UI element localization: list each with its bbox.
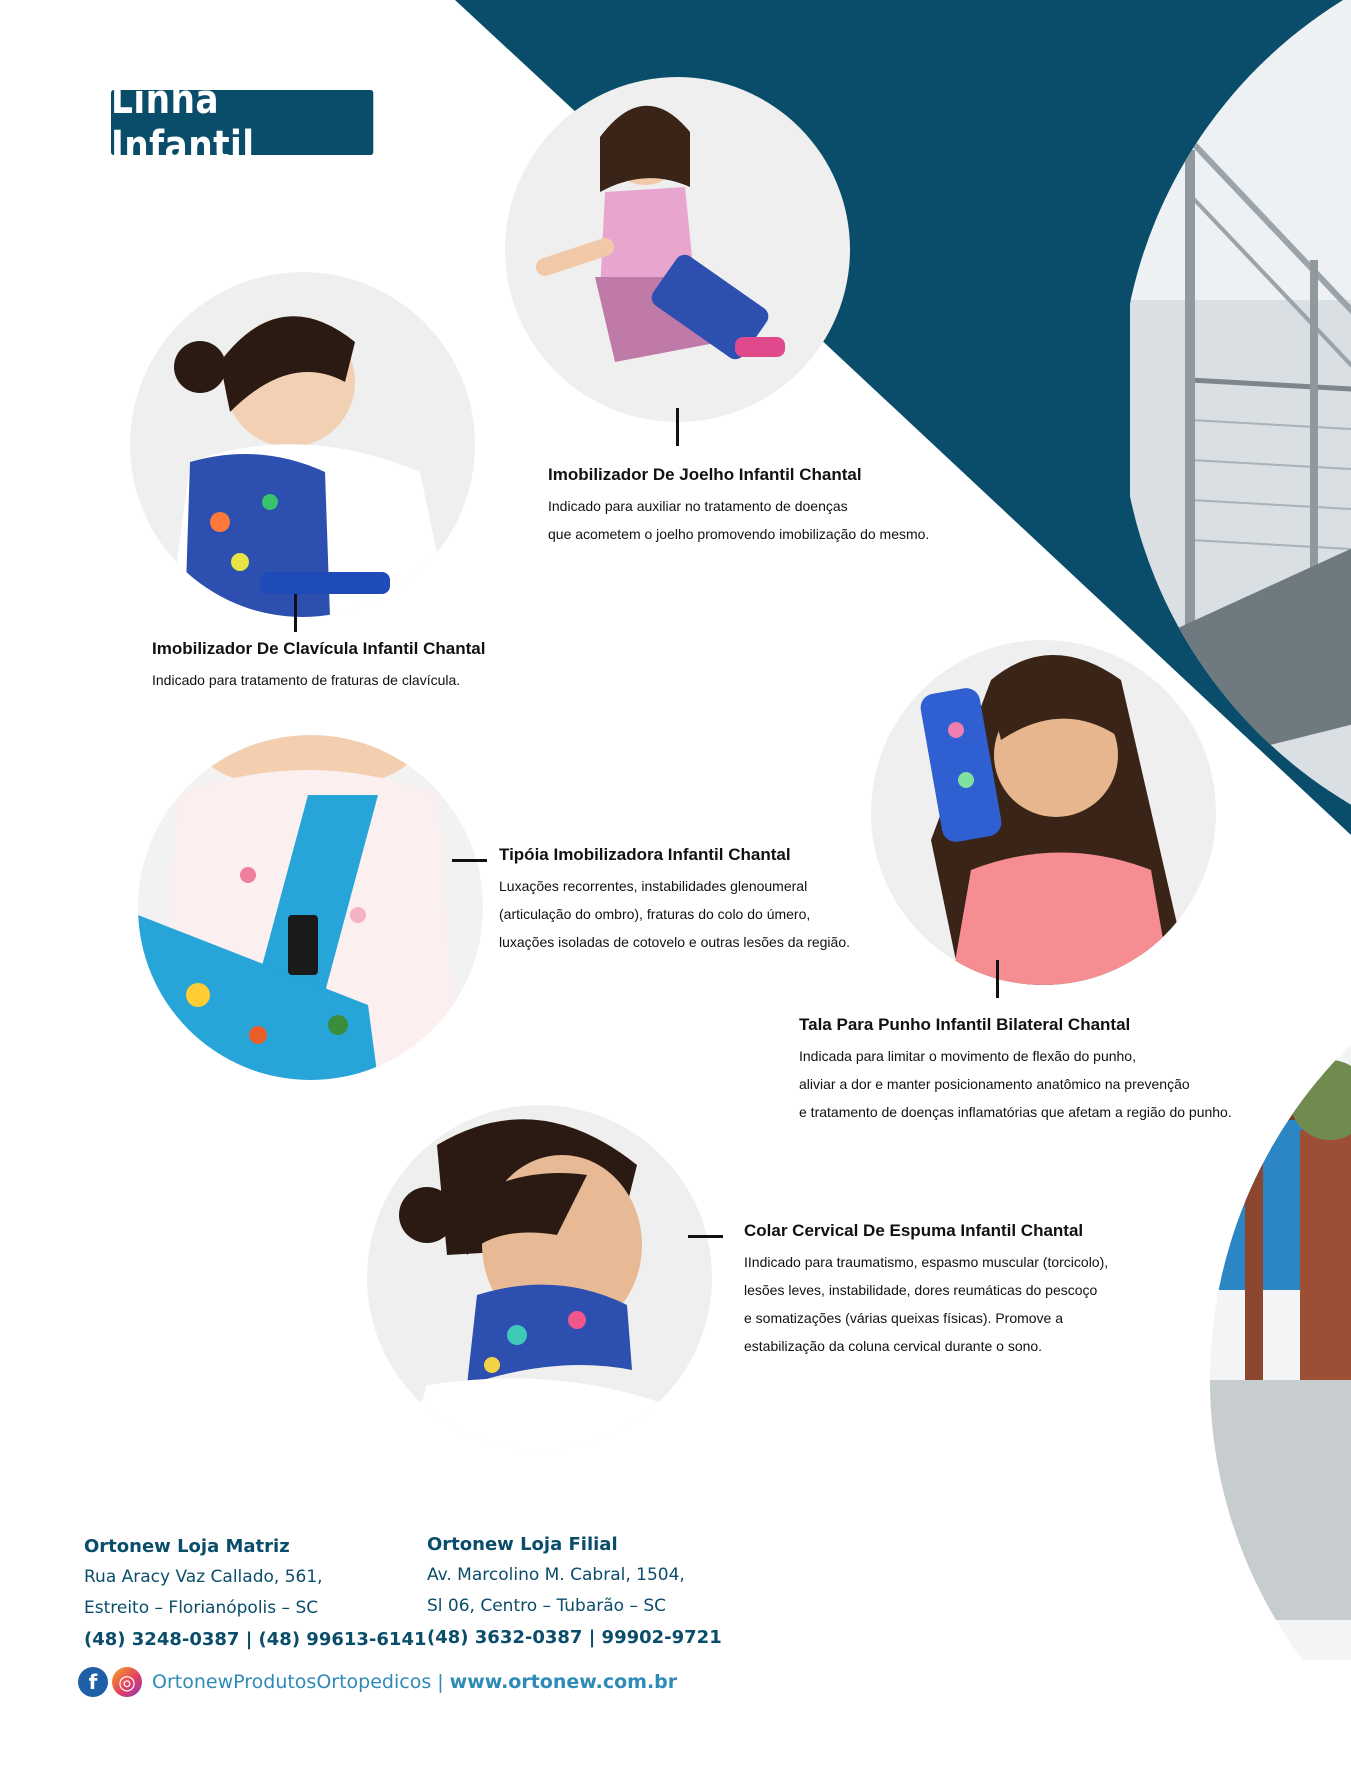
product-description-line: Luxações recorrentes, instabilidades glenoumeral <box>499 878 808 894</box>
sling-connector <box>452 859 487 862</box>
store-name: Ortonew Loja Filial <box>427 1534 618 1555</box>
store-phone[interactable]: (48) 3248-0387 | (48) 99613-6141 <box>84 1629 427 1650</box>
store-matriz <box>84 1532 427 1655</box>
product-description-line: e somatizações (várias queixas físicas). Promove a <box>744 1310 1064 1326</box>
product-name: Imobilizador De Joelho Infantil Chantal <box>548 465 862 484</box>
footer-separator: | <box>437 1671 444 1693</box>
clavicle-connector <box>294 594 297 632</box>
product-description-line: aliviar a dor e manter posicionamento anatômico na prevenção <box>799 1076 1190 1092</box>
store-address-line: Sl 06, Centro – Tubarão – SC <box>427 1596 667 1616</box>
knee-immobilizer-photo <box>505 77 850 422</box>
website-link[interactable]: www.ortonew.com.br <box>449 1671 678 1693</box>
store-address-line: Rua Aracy Vaz Callado, 561, <box>84 1567 323 1587</box>
knee-connector <box>676 408 679 446</box>
product-description-line: Indicado para auxiliar no tratamento de doenças <box>548 498 848 514</box>
product-name: Tipóia Imobilizadora Infantil Chantal <box>499 845 791 864</box>
product-wrist-splint <box>799 1014 1232 1126</box>
store-name: Ortonew Loja Matriz <box>84 1536 290 1557</box>
store-filial <box>427 1530 722 1653</box>
product-description-line: e tratamento de doenças inflamatórias que afetam a região do punho. <box>799 1104 1232 1120</box>
product-sling <box>499 844 850 956</box>
store-address-line: Av. Marcolino M. Cabral, 1504, <box>427 1565 685 1585</box>
cervical-collar-photo <box>367 1105 712 1450</box>
collar-connector <box>688 1235 723 1238</box>
social-handle[interactable]: OrtonewProdutosOrtopedicos <box>152 1671 432 1693</box>
product-knee-immobilizer <box>548 464 929 548</box>
product-description-line: que acometem o joelho promovendo imobilização do mesmo. <box>548 526 930 542</box>
store-phone[interactable]: (48) 3632-0387 | 99902-9721 <box>427 1627 722 1648</box>
product-description-line: Indicado para tratamento de fraturas de clavícula. <box>152 672 461 688</box>
sling-photo <box>138 735 483 1080</box>
product-description-line: Indicada para limitar o movimento de flexão do punho, <box>799 1048 1136 1064</box>
product-cervical-collar <box>744 1220 1108 1360</box>
wrist-splint-photo <box>871 640 1216 985</box>
product-description-line: luxações isoladas de cotovelo e outras lesões da região. <box>499 934 850 950</box>
clavicle-immobilizer-photo <box>130 272 475 617</box>
facebook-icon[interactable]: f <box>78 1667 108 1697</box>
store-address-line: Estreito – Florianópolis – SC <box>84 1598 319 1618</box>
instagram-icon[interactable]: ◎ <box>112 1667 142 1697</box>
product-name: Tala Para Punho Infantil Bilateral Chantal <box>799 1015 1131 1034</box>
product-name: Colar Cervical De Espuma Infantil Chantal <box>744 1221 1084 1240</box>
product-description-line: lesões leves, instabilidade, dores reumáticas do pescoço <box>744 1282 1098 1298</box>
section-title: Linha Infantil <box>111 90 373 155</box>
social-footer <box>78 1665 677 1699</box>
product-description-line: IIndicado para traumatismo, espasmo muscular (torcicolo), <box>744 1254 1109 1270</box>
product-description-line: estabilização da coluna cervical durante o sono. <box>744 1338 1043 1354</box>
wrist-connector <box>996 960 999 998</box>
product-clavicle-immobilizer <box>152 638 485 694</box>
product-name: Imobilizador De Clavícula Infantil Chantal <box>152 639 486 658</box>
product-description-line: (articulação do ombro), fraturas do colo do úmero, <box>499 906 811 922</box>
